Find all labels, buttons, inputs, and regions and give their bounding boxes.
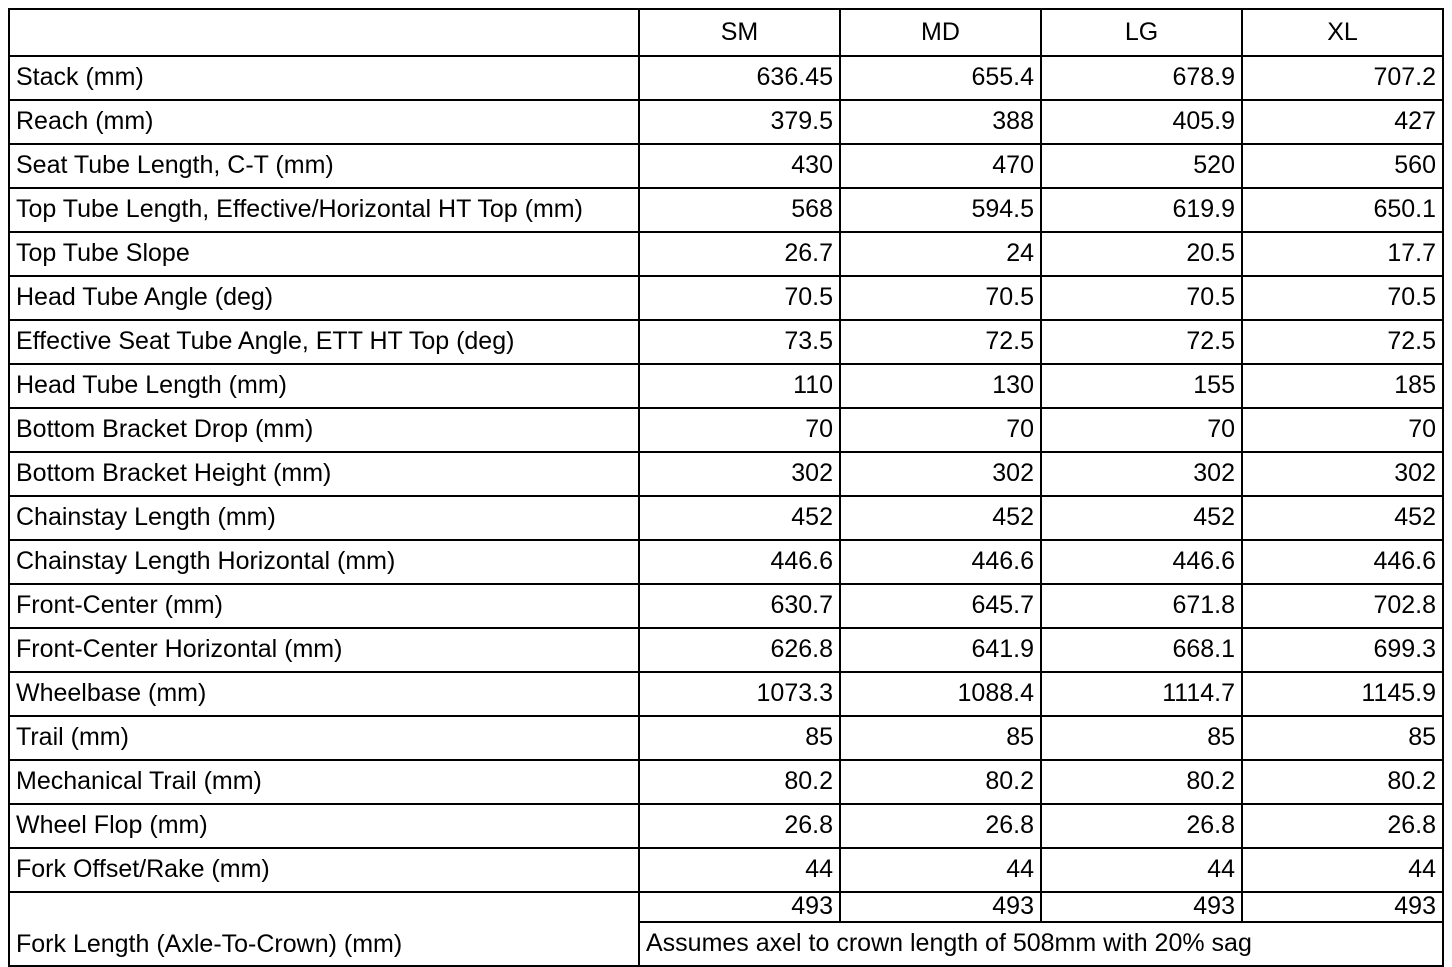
cell-lg: 446.6 [1041,540,1242,584]
table-row [9,100,1443,144]
table-row [9,320,1443,364]
cell-md: 302 [840,452,1041,496]
geometry-table [8,8,1444,967]
cell-md: 470 [840,144,1041,188]
cell-lg: 20.5 [1041,232,1242,276]
cell-lg: 72.5 [1041,320,1242,364]
cell-sm: 446.6 [639,540,840,584]
cell-sm: 70.5 [639,276,840,320]
row-label: Chainstay Length (mm) [9,496,639,540]
cell-md: 24 [840,232,1041,276]
cell-xl: 80.2 [1242,760,1443,804]
row-label: Head Tube Length (mm) [9,364,639,408]
table-body [9,56,1443,966]
cell-md: 594.5 [840,188,1041,232]
table-row [9,232,1443,276]
cell-lg: 405.9 [1041,100,1242,144]
table-row [9,760,1443,804]
table-row [9,628,1443,672]
row-label: Bottom Bracket Height (mm) [9,452,639,496]
table-row [9,848,1443,892]
cell-lg: 619.9 [1041,188,1242,232]
cell-sm: 568 [639,188,840,232]
row-label: Top Tube Length, Effective/Horizontal HT Top (mm) [9,188,639,232]
cell-md: 80.2 [840,760,1041,804]
table-row [9,56,1443,100]
cell-lg: 668.1 [1041,628,1242,672]
cell-xl: 17.7 [1242,232,1443,276]
row-label: Front-Center (mm) [9,584,639,628]
cell-lg: 85 [1041,716,1242,760]
cell-sm: 85 [639,716,840,760]
cell-md: 655.4 [840,56,1041,100]
cell-sm: 70 [639,408,840,452]
row-label: Wheel Flop (mm) [9,804,639,848]
cell-lg: 493 [1041,892,1242,922]
cell-md: 645.7 [840,584,1041,628]
table-header [9,9,1443,56]
table-row [9,716,1443,760]
cell-xl: 26.8 [1242,804,1443,848]
table-row-fork-length [9,892,1443,922]
cell-md: 72.5 [840,320,1041,364]
cell-lg: 70.5 [1041,276,1242,320]
cell-sm: 26.7 [639,232,840,276]
cell-md: 26.8 [840,804,1041,848]
cell-sm: 302 [639,452,840,496]
cell-lg: 80.2 [1041,760,1242,804]
table-row [9,276,1443,320]
cell-lg: 671.8 [1041,584,1242,628]
cell-sm: 1073.3 [639,672,840,716]
cell-sm: 636.45 [639,56,840,100]
cell-xl: 70 [1242,408,1443,452]
cell-md: 70 [840,408,1041,452]
cell-md: 446.6 [840,540,1041,584]
cell-lg: 44 [1041,848,1242,892]
cell-xl: 560 [1242,144,1443,188]
cell-sm: 110 [639,364,840,408]
cell-xl: 85 [1242,716,1443,760]
cell-xl: 702.8 [1242,584,1443,628]
cell-sm: 379.5 [639,100,840,144]
table-row [9,408,1443,452]
row-label: Reach (mm) [9,100,639,144]
cell-sm: 630.7 [639,584,840,628]
cell-sm: 452 [639,496,840,540]
cell-xl: 185 [1242,364,1443,408]
row-label: Front-Center Horizontal (mm) [9,628,639,672]
cell-md: 452 [840,496,1041,540]
table-row [9,364,1443,408]
table-row [9,804,1443,848]
cell-xl: 72.5 [1242,320,1443,364]
row-label: Fork Offset/Rake (mm) [9,848,639,892]
cell-xl: 302 [1242,452,1443,496]
table-row [9,496,1443,540]
row-label-fork-length: Fork Length (Axle-To-Crown) (mm) [9,892,639,966]
row-label: Trail (mm) [9,716,639,760]
cell-md: 44 [840,848,1041,892]
cell-lg: 678.9 [1041,56,1242,100]
cell-lg: 70 [1041,408,1242,452]
cell-lg: 26.8 [1041,804,1242,848]
footnote-text: Assumes axel to crown length of 508mm with 20% sag [639,922,1443,966]
table-corner-cell [9,9,639,56]
cell-xl: 1145.9 [1242,672,1443,716]
row-label: Bottom Bracket Drop (mm) [9,408,639,452]
cell-md: 130 [840,364,1041,408]
table-row [9,540,1443,584]
column-header-md: MD [840,9,1041,56]
cell-md: 388 [840,100,1041,144]
cell-lg: 155 [1041,364,1242,408]
cell-sm: 80.2 [639,760,840,804]
table-row [9,584,1443,628]
table-header-row [9,9,1443,56]
cell-xl: 44 [1242,848,1443,892]
row-label: Seat Tube Length, C-T (mm) [9,144,639,188]
cell-sm: 26.8 [639,804,840,848]
cell-md: 85 [840,716,1041,760]
column-header-sm: SM [639,9,840,56]
cell-sm: 626.8 [639,628,840,672]
cell-xl: 699.3 [1242,628,1443,672]
cell-sm: 44 [639,848,840,892]
cell-md: 70.5 [840,276,1041,320]
row-label: Effective Seat Tube Angle, ETT HT Top (deg) [9,320,639,364]
cell-lg: 452 [1041,496,1242,540]
cell-md: 641.9 [840,628,1041,672]
row-label: Wheelbase (mm) [9,672,639,716]
cell-xl: 493 [1242,892,1443,922]
cell-xl: 446.6 [1242,540,1443,584]
table-row [9,452,1443,496]
row-label: Mechanical Trail (mm) [9,760,639,804]
cell-xl: 452 [1242,496,1443,540]
row-label: Head Tube Angle (deg) [9,276,639,320]
row-label: Chainstay Length Horizontal (mm) [9,540,639,584]
cell-xl: 427 [1242,100,1443,144]
cell-lg: 1114.7 [1041,672,1242,716]
cell-sm: 73.5 [639,320,840,364]
row-label: Stack (mm) [9,56,639,100]
cell-md: 1088.4 [840,672,1041,716]
table-row [9,188,1443,232]
cell-xl: 650.1 [1242,188,1443,232]
cell-lg: 302 [1041,452,1242,496]
column-header-lg: LG [1041,9,1242,56]
cell-xl: 707.2 [1242,56,1443,100]
row-label: Top Tube Slope [9,232,639,276]
cell-xl: 70.5 [1242,276,1443,320]
table-row [9,672,1443,716]
column-header-xl: XL [1242,9,1443,56]
table-row [9,144,1443,188]
cell-sm: 493 [639,892,840,922]
cell-sm: 430 [639,144,840,188]
cell-md: 493 [840,892,1041,922]
cell-lg: 520 [1041,144,1242,188]
